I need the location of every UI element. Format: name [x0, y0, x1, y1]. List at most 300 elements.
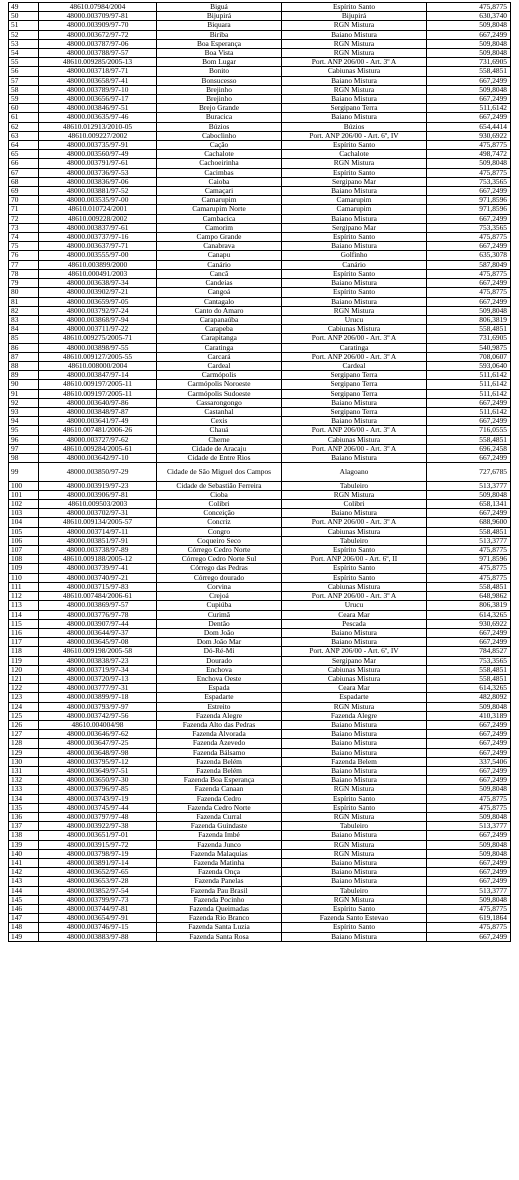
- row-number: 62: [9, 122, 39, 131]
- reference-stream: Sergipano Terra: [282, 389, 427, 398]
- table-row: [9, 932, 511, 941]
- process-number: 48000.003650/97-30: [39, 776, 157, 785]
- table-row: [9, 407, 511, 416]
- field-name: Fazenda Boa Esperança: [157, 776, 282, 785]
- price-value: 667,2499: [427, 638, 511, 647]
- reference-stream: RGN Mistura: [282, 490, 427, 499]
- process-number: 48000.003658/97-41: [39, 76, 157, 85]
- table-row: [9, 766, 511, 775]
- field-name: Canabrava: [157, 242, 282, 251]
- price-value: 667,2499: [427, 509, 511, 518]
- table-row: [9, 30, 511, 39]
- process-number: 48000.003851/97-91: [39, 536, 157, 545]
- price-value: 708,0607: [427, 352, 511, 361]
- table-row: [9, 297, 511, 306]
- reference-stream: Baiano Mistura: [282, 279, 427, 288]
- table-row: [9, 730, 511, 739]
- field-name: Cassarongongo: [157, 398, 282, 407]
- price-value: 731,6905: [427, 58, 511, 67]
- reference-stream: Baiano Mistura: [282, 628, 427, 637]
- process-number: 48000.003838/97-23: [39, 656, 157, 665]
- field-name: Dom João Mar: [157, 638, 282, 647]
- table-row: [9, 858, 511, 867]
- price-value: 753,3565: [427, 223, 511, 232]
- field-name: Fazenda Santa Rosa: [157, 932, 282, 941]
- reference-stream: Espírito Santo: [282, 269, 427, 278]
- price-value: 648,9862: [427, 592, 511, 601]
- row-number: 110: [9, 573, 39, 582]
- reference-stream: Baiano Mistura: [282, 187, 427, 196]
- field-name: Carmópolis: [157, 371, 282, 380]
- reference-stream: Baiano Mistura: [282, 638, 427, 647]
- reference-stream: Bijupirá: [282, 12, 427, 21]
- process-number: 48000.003718/97-71: [39, 67, 157, 76]
- row-number: 141: [9, 858, 39, 867]
- field-name: Canário: [157, 260, 282, 269]
- process-number: 48000.003637/97-71: [39, 242, 157, 251]
- row-number: 99: [9, 463, 39, 482]
- process-number: 48000.003653/97-28: [39, 877, 157, 886]
- table-row: [9, 831, 511, 840]
- price-value: 619,1864: [427, 914, 511, 923]
- price-value: 696,2458: [427, 444, 511, 453]
- process-number: 48000.003906/97-81: [39, 490, 157, 499]
- field-name: Carapitanga: [157, 334, 282, 343]
- table-row: [9, 592, 511, 601]
- price-value: 509,8048: [427, 812, 511, 821]
- price-value: 509,8048: [427, 159, 511, 168]
- reference-stream: Tabuleiro: [282, 886, 427, 895]
- table-row: [9, 168, 511, 177]
- reference-stream: RGN Mistura: [282, 895, 427, 904]
- row-number: 133: [9, 785, 39, 794]
- row-number: 128: [9, 739, 39, 748]
- row-number: 77: [9, 260, 39, 269]
- row-number: 137: [9, 822, 39, 831]
- price-value: 511,6142: [427, 380, 511, 389]
- price-value: 930,6922: [427, 619, 511, 628]
- row-number: 126: [9, 720, 39, 729]
- process-number: 48000.003777/97-31: [39, 684, 157, 693]
- reference-stream: Baiano Mistura: [282, 30, 427, 39]
- table-row: [9, 840, 511, 849]
- row-number: 80: [9, 288, 39, 297]
- process-number: 48000.003652/97-65: [39, 868, 157, 877]
- table-row: [9, 49, 511, 58]
- field-name: Fazenda Alvorada: [157, 730, 282, 739]
- price-value: 727,6785: [427, 463, 511, 482]
- price-value: 475,8775: [427, 168, 511, 177]
- table-row: [9, 914, 511, 923]
- table-row: [9, 141, 511, 150]
- price-value: 806,3819: [427, 601, 511, 610]
- process-number: 48000.003672/97-72: [39, 30, 157, 39]
- process-number: 48000.003898/97-55: [39, 343, 157, 352]
- row-number: 87: [9, 352, 39, 361]
- price-value: 667,2499: [427, 748, 511, 757]
- table-row: [9, 3, 511, 12]
- price-value: 667,2499: [427, 831, 511, 840]
- reference-stream: Port. ANP 206/00 - Art. 3º A: [282, 334, 427, 343]
- row-number: 64: [9, 141, 39, 150]
- table-row: [9, 702, 511, 711]
- row-number: 52: [9, 30, 39, 39]
- row-number: 56: [9, 67, 39, 76]
- field-name: Caboclinho: [157, 131, 282, 140]
- reference-stream: Baiano Mistura: [282, 831, 427, 840]
- table-row: [9, 85, 511, 94]
- row-number: 55: [9, 58, 39, 67]
- process-number: 48000.003869/97-57: [39, 601, 157, 610]
- row-number: 54: [9, 49, 39, 58]
- price-value: 667,2499: [427, 76, 511, 85]
- process-number: 48610.009275/2005-71: [39, 334, 157, 343]
- table-row: [9, 67, 511, 76]
- field-name: Fazenda Malaquias: [157, 849, 282, 858]
- process-number: 48000.003787/97-06: [39, 39, 157, 48]
- table-row: [9, 150, 511, 159]
- row-number: 96: [9, 435, 39, 444]
- field-name: Fazenda Matinha: [157, 858, 282, 867]
- field-name: Camorim: [157, 223, 282, 232]
- table-row: [9, 361, 511, 370]
- reference-stream: Port. ANP 206/00 - Art. 6º, IV: [282, 647, 427, 656]
- process-number: 48610.009198/2005-58: [39, 647, 157, 656]
- field-name: Caioba: [157, 177, 282, 186]
- process-number: 48610.07984/2004: [39, 3, 157, 12]
- field-name: Cangoá: [157, 288, 282, 297]
- process-number: 48000.003742/97-56: [39, 711, 157, 720]
- field-name: Cachalote: [157, 150, 282, 159]
- reference-stream: Caratinga: [282, 343, 427, 352]
- price-value: 513,3777: [427, 822, 511, 831]
- reference-stream: Ceara Mar: [282, 684, 427, 693]
- reference-stream: Colibri: [282, 500, 427, 509]
- table-row: [9, 527, 511, 536]
- table-row: [9, 546, 511, 555]
- price-value: 587,8049: [427, 260, 511, 269]
- field-name: Brejo Grande: [157, 104, 282, 113]
- price-value: 784,8527: [427, 647, 511, 656]
- price-value: 930,6922: [427, 131, 511, 140]
- reference-stream: Sergipano Mar: [282, 223, 427, 232]
- table-row: [9, 509, 511, 518]
- field-name: Dom João: [157, 628, 282, 637]
- row-number: 106: [9, 536, 39, 545]
- reference-stream: RGN Mistura: [282, 785, 427, 794]
- row-number: 112: [9, 592, 39, 601]
- price-value: 558,4851: [427, 674, 511, 683]
- row-number: 61: [9, 113, 39, 122]
- table-row: [9, 122, 511, 131]
- field-name: Castanhal: [157, 407, 282, 416]
- table-row: [9, 803, 511, 812]
- row-number: 109: [9, 564, 39, 573]
- reference-stream: Espadarte: [282, 693, 427, 702]
- process-number: 48000.003645/97-08: [39, 638, 157, 647]
- reference-stream: RGN Mistura: [282, 85, 427, 94]
- field-name: Fazenda Imbé: [157, 831, 282, 840]
- table-row: [9, 417, 511, 426]
- price-value: 667,2499: [427, 113, 511, 122]
- row-number: 147: [9, 914, 39, 923]
- price-value: 475,8775: [427, 923, 511, 932]
- reference-stream: RGN Mistura: [282, 159, 427, 168]
- row-number: 114: [9, 610, 39, 619]
- row-number: 93: [9, 407, 39, 416]
- reference-stream: RGN Mistura: [282, 840, 427, 849]
- table-row: [9, 334, 511, 343]
- row-number: 84: [9, 325, 39, 334]
- table-row: [9, 444, 511, 453]
- reference-stream: Sergipano Terra: [282, 380, 427, 389]
- reference-stream: Espírito Santo: [282, 564, 427, 573]
- table-row: [9, 279, 511, 288]
- reference-stream: Sergipano Mar: [282, 656, 427, 665]
- row-number: 143: [9, 877, 39, 886]
- field-name: Carcará: [157, 352, 282, 361]
- process-number: 48000.003798/97-19: [39, 849, 157, 858]
- field-name: Coqueiro Seco: [157, 536, 282, 545]
- row-number: 129: [9, 748, 39, 757]
- price-value: 475,8775: [427, 803, 511, 812]
- process-number: 48610.007481/2006-26: [39, 426, 157, 435]
- table-row: [9, 371, 511, 380]
- field-name: Camarupim: [157, 196, 282, 205]
- table-row: [9, 619, 511, 628]
- price-value: 475,8775: [427, 288, 511, 297]
- price-value: 667,2499: [427, 279, 511, 288]
- row-number: 58: [9, 85, 39, 94]
- table-row: [9, 214, 511, 223]
- table-row: [9, 104, 511, 113]
- table-row: [9, 776, 511, 785]
- price-value: 658,1341: [427, 500, 511, 509]
- reference-stream: RGN Mistura: [282, 702, 427, 711]
- price-value: 558,4851: [427, 665, 511, 674]
- row-number: 72: [9, 214, 39, 223]
- reference-stream: Cabiunas Mistura: [282, 67, 427, 76]
- field-name: Cupiúba: [157, 601, 282, 610]
- field-name: Búzios: [157, 122, 282, 131]
- row-number: 134: [9, 794, 39, 803]
- process-number: 48000.003740/97-21: [39, 573, 157, 582]
- price-value: 540,9875: [427, 343, 511, 352]
- row-number: 85: [9, 334, 39, 343]
- row-number: 90: [9, 380, 39, 389]
- reference-stream: Tabuleiro: [282, 822, 427, 831]
- process-number: 48000.003715/97-83: [39, 582, 157, 591]
- table-row: [9, 177, 511, 186]
- reference-stream: Baiano Mistura: [282, 113, 427, 122]
- table-row: [9, 748, 511, 757]
- price-value: 498,7472: [427, 150, 511, 159]
- row-number: 63: [9, 131, 39, 140]
- row-number: 49: [9, 3, 39, 12]
- reference-stream: Cachalote: [282, 150, 427, 159]
- table-row: [9, 536, 511, 545]
- row-number: 125: [9, 711, 39, 720]
- table-row: [9, 739, 511, 748]
- table-row: [9, 785, 511, 794]
- price-value: 509,8048: [427, 840, 511, 849]
- price-value: 667,2499: [427, 730, 511, 739]
- field-name: Fazenda Onça: [157, 868, 282, 877]
- row-number: 75: [9, 242, 39, 251]
- table-row: [9, 463, 511, 482]
- process-number: 48610.008000/2004: [39, 361, 157, 370]
- process-number: 48610.000491/2003: [39, 269, 157, 278]
- reference-stream: Baiano Mistura: [282, 868, 427, 877]
- field-name: Córrego Cedro Norte: [157, 546, 282, 555]
- field-name: Biquara: [157, 21, 282, 30]
- reference-stream: RGN Mistura: [282, 812, 427, 821]
- price-value: 667,2499: [427, 417, 511, 426]
- reference-stream: Baiano Mistura: [282, 297, 427, 306]
- reference-stream: Baiano Mistura: [282, 398, 427, 407]
- price-value: 667,2499: [427, 214, 511, 223]
- price-value: 731,6905: [427, 334, 511, 343]
- price-value: 475,8775: [427, 141, 511, 150]
- row-number: 91: [9, 389, 39, 398]
- table-row: [9, 674, 511, 683]
- process-number: 48000.003797/97-48: [39, 812, 157, 821]
- row-number: 69: [9, 187, 39, 196]
- reference-stream: RGN Mistura: [282, 849, 427, 858]
- process-number: 48000.003909/97-70: [39, 21, 157, 30]
- row-number: 102: [9, 500, 39, 509]
- field-name: Cexis: [157, 417, 282, 426]
- reference-stream: Cabiunas Mistura: [282, 665, 427, 674]
- reference-stream: Baiano Mistura: [282, 214, 427, 223]
- table-row: [9, 205, 511, 214]
- field-name: Espadarte: [157, 693, 282, 702]
- reference-stream: Baiano Mistura: [282, 242, 427, 251]
- field-name: Carmópolis Sudoeste: [157, 389, 282, 398]
- process-number: 48000.003641/97-49: [39, 417, 157, 426]
- process-number: 48000.003659/97-05: [39, 297, 157, 306]
- table-row: [9, 794, 511, 803]
- reference-stream: Baiano Mistura: [282, 95, 427, 104]
- process-number: 48000.003836/97-06: [39, 177, 157, 186]
- process-number: 48000.003743/97-19: [39, 794, 157, 803]
- reference-stream: RGN Mistura: [282, 21, 427, 30]
- reference-stream: Camarupim: [282, 205, 427, 214]
- process-number: 48000.003847/97-14: [39, 371, 157, 380]
- price-value: 971,8596: [427, 555, 511, 564]
- price-value: 475,8775: [427, 905, 511, 914]
- table-row: [9, 380, 511, 389]
- field-name: Brejinho: [157, 85, 282, 94]
- field-name: Fazenda Alto das Pedras: [157, 720, 282, 729]
- price-value: 511,6142: [427, 407, 511, 416]
- price-value: 511,6142: [427, 104, 511, 113]
- reference-stream: Urucu: [282, 601, 427, 610]
- process-number: 48610.009228/2002: [39, 214, 157, 223]
- reference-stream: Espírito Santo: [282, 923, 427, 932]
- table-row: [9, 490, 511, 499]
- row-number: 82: [9, 306, 39, 315]
- field-name: Camarupim Norte: [157, 205, 282, 214]
- price-value: 667,2499: [427, 398, 511, 407]
- process-number: 48000.003737/97-16: [39, 233, 157, 242]
- reference-stream: Camarupim: [282, 196, 427, 205]
- table-row: [9, 95, 511, 104]
- table-row: [9, 39, 511, 48]
- table-row: [9, 684, 511, 693]
- table-row: [9, 757, 511, 766]
- table-row: [9, 711, 511, 720]
- table-row: [9, 58, 511, 67]
- process-number: 48000.003915/97-72: [39, 840, 157, 849]
- table-row: [9, 555, 511, 564]
- price-value: 513,3777: [427, 481, 511, 490]
- field-name: Fazenda Guindaste: [157, 822, 282, 831]
- process-number: 48000.003720/97-13: [39, 674, 157, 683]
- table-row: [9, 187, 511, 196]
- row-number: 123: [9, 693, 39, 702]
- process-number: 48000.003648/97-98: [39, 748, 157, 757]
- process-number: 48000.003902/97-21: [39, 288, 157, 297]
- reference-stream: Espírito Santo: [282, 905, 427, 914]
- process-number: 48610.012913/2010-05: [39, 122, 157, 131]
- price-value: 667,2499: [427, 776, 511, 785]
- process-number: 48000.003714/97-11: [39, 527, 157, 536]
- field-name: Chauá: [157, 426, 282, 435]
- price-value: 509,8048: [427, 85, 511, 94]
- process-number: 48610.009188/2005-12: [39, 555, 157, 564]
- table-row: [9, 518, 511, 527]
- process-number: 48000.003638/97-34: [39, 279, 157, 288]
- table-row: [9, 656, 511, 665]
- field-name: Cioba: [157, 490, 282, 499]
- field-name: Candeias: [157, 279, 282, 288]
- field-name: Bonsucesso: [157, 76, 282, 85]
- price-value: 509,8048: [427, 895, 511, 904]
- row-number: 148: [9, 923, 39, 932]
- field-name: Fazenda Bálsamo: [157, 748, 282, 757]
- field-name: Fazenda Pau Brasil: [157, 886, 282, 895]
- process-number: 48000.003647/97-25: [39, 739, 157, 748]
- row-number: 116: [9, 628, 39, 637]
- process-number: 48000.003709/97-81: [39, 12, 157, 21]
- field-name: Fazenda Rio Branco: [157, 914, 282, 923]
- process-number: 48000.003789/97-10: [39, 85, 157, 94]
- process-number: 48000.003791/97-61: [39, 159, 157, 168]
- reference-stream: Tabuleiro: [282, 481, 427, 490]
- price-value: 475,8775: [427, 546, 511, 555]
- price-value: 614,3265: [427, 610, 511, 619]
- reference-stream: Sergipano Mar: [282, 177, 427, 186]
- table-row: [9, 895, 511, 904]
- reference-stream: Alagoano: [282, 463, 427, 482]
- process-number: 48610.009227/2002: [39, 131, 157, 140]
- process-number: 48000.003846/97-51: [39, 104, 157, 113]
- process-number: 48610.009284/2005-61: [39, 444, 157, 453]
- process-number: 48000.003739/97-41: [39, 564, 157, 573]
- price-value: 509,8048: [427, 306, 511, 315]
- row-number: 122: [9, 684, 39, 693]
- reference-stream: Sergipano Terra: [282, 407, 427, 416]
- process-number: 48000.003852/97-54: [39, 886, 157, 895]
- field-name: Curimã: [157, 610, 282, 619]
- field-name: Fazenda Alegre: [157, 711, 282, 720]
- reference-stream: Espírito Santo: [282, 546, 427, 555]
- table-row: [9, 564, 511, 573]
- field-name: Fazenda Belém: [157, 757, 282, 766]
- price-value: 614,3265: [427, 684, 511, 693]
- field-name: Córrego Cedro Norte Sul: [157, 555, 282, 564]
